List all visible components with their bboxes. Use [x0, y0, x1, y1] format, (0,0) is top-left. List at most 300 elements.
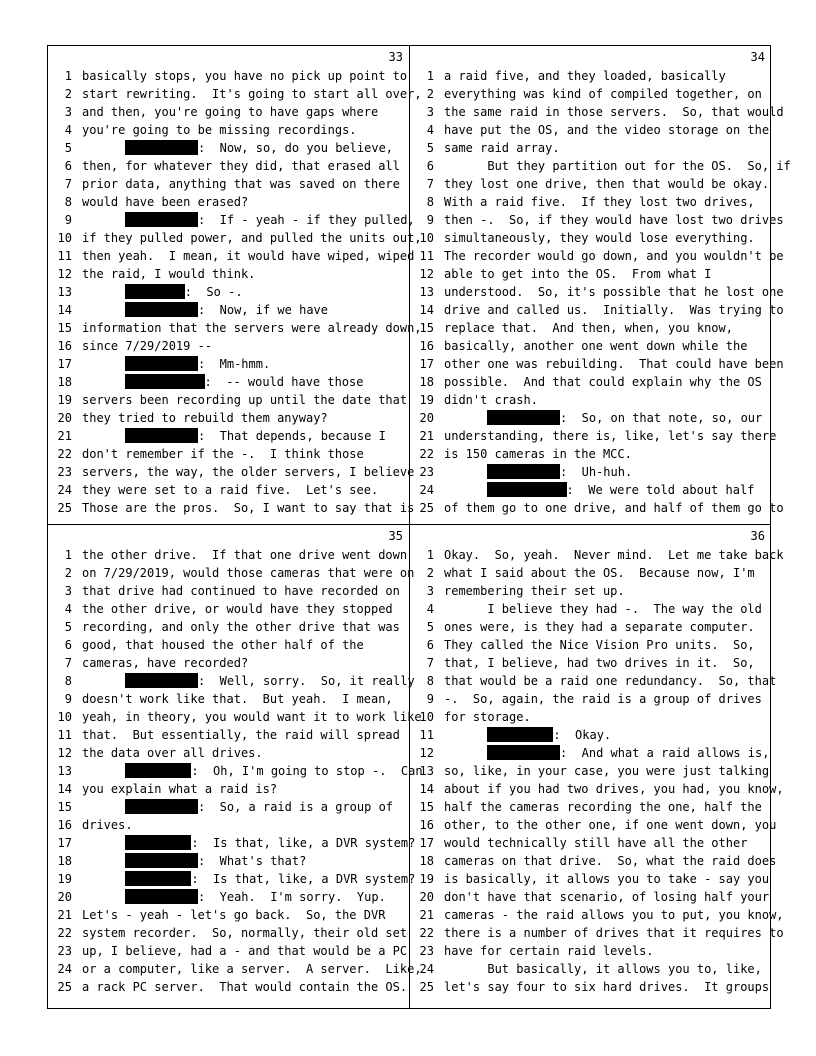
line-text	[444, 870, 769, 888]
line-text	[82, 888, 386, 906]
line-text	[444, 427, 776, 445]
line-content: cameras, have recorded?	[82, 656, 249, 670]
redaction-box	[487, 464, 560, 479]
line-content: understood. So, it's possible that he lost one	[444, 285, 784, 299]
transcript-line	[410, 427, 777, 445]
transcript-line	[410, 888, 771, 906]
redaction-box	[125, 302, 198, 317]
page-number: 33	[388, 50, 403, 64]
line-text	[82, 654, 248, 672]
line-text	[82, 139, 393, 157]
line-text	[82, 798, 393, 816]
line-content: Those are the pros. So, I want to say that is	[82, 501, 415, 515]
line-content: for storage.	[444, 710, 531, 724]
transcript-line	[410, 636, 771, 654]
line-content: up, I believe, had a - and that would be a PC	[82, 944, 408, 958]
redaction-box	[125, 835, 191, 850]
line-content: But basically, it allows you to, like,	[444, 962, 762, 976]
line-content: ones were, is they had a separate computer.	[444, 620, 755, 634]
redaction-box	[125, 374, 204, 389]
line-content: other, to the other one, if one went down, you	[444, 818, 777, 832]
line-text	[82, 600, 393, 618]
line-text	[82, 942, 407, 960]
line-text	[82, 870, 415, 888]
transcript-line	[410, 301, 784, 319]
line-content: that would be a raid one redundancy. So, that	[444, 674, 777, 688]
transcript-line	[410, 139, 771, 157]
line-number: 22	[419, 447, 434, 461]
line-text	[444, 211, 784, 229]
line-content: the same raid in those servers. So, that would	[444, 105, 784, 119]
transcript-line	[410, 924, 784, 942]
line-number: 14	[419, 782, 434, 796]
transcript-line	[48, 67, 409, 85]
line-content: so, like, in your case, you were just talking	[444, 764, 770, 778]
transcript-line	[48, 798, 409, 816]
line-text	[82, 211, 415, 229]
transcript-line	[410, 906, 784, 924]
line-content: good, that housed the other half of the	[82, 638, 364, 652]
line-number: 16	[57, 339, 72, 353]
transcript-line	[48, 924, 409, 942]
transcript-line	[410, 834, 771, 852]
redaction-box	[125, 673, 198, 688]
line-text	[82, 546, 407, 564]
line-content: : That depends, because I	[197, 429, 386, 443]
line-content: : Now, so, do you believe,	[197, 141, 394, 155]
transcript-line	[410, 744, 771, 762]
transcript-line	[48, 564, 415, 582]
transcript-line	[48, 960, 422, 978]
line-content: : Well, sorry. So, it really	[197, 674, 415, 688]
transcript-line	[410, 463, 771, 481]
redaction-box	[125, 284, 184, 299]
line-text	[444, 373, 762, 391]
transcript-line	[48, 978, 409, 996]
line-content: don't have that scenario, of losing half your	[444, 890, 770, 904]
page-number: 36	[750, 529, 765, 543]
transcript-line	[410, 708, 771, 726]
line-content: recording, and only the other drive that was	[82, 620, 400, 634]
line-indent	[82, 285, 125, 299]
transcript-line	[48, 780, 409, 798]
transcript-line	[48, 499, 415, 517]
line-number: 19	[419, 393, 434, 407]
line-indent	[82, 303, 125, 317]
transcript-line	[48, 481, 409, 499]
redaction-box	[125, 853, 198, 868]
line-content: : Mm-hmm.	[197, 357, 271, 371]
line-text	[444, 283, 784, 301]
line-content: of them go to one drive, and half of them go to	[444, 501, 784, 515]
line-number: 20	[419, 411, 434, 425]
line-number: 7	[64, 656, 72, 670]
transcript-line	[410, 103, 784, 121]
line-content: the raid, I would think.	[82, 267, 256, 281]
line-number: 25	[57, 980, 72, 994]
line-number: 3	[64, 105, 72, 119]
line-number: 7	[426, 177, 434, 191]
page-panel-35	[48, 525, 423, 1003]
line-number: 15	[57, 321, 72, 335]
line-indent	[444, 728, 487, 742]
transcript-line	[48, 726, 409, 744]
redaction-box	[487, 745, 560, 760]
transcript-line	[410, 85, 771, 103]
transcript-line	[48, 265, 409, 283]
redaction-box	[487, 482, 566, 497]
line-content: is 150 cameras in the MCC.	[444, 447, 632, 461]
line-number: 1	[64, 548, 72, 562]
line-content: remembering their set up.	[444, 584, 625, 598]
transcript-line	[48, 121, 409, 139]
line-number: 19	[57, 393, 72, 407]
line-number: 10	[57, 231, 72, 245]
line-number: 16	[419, 818, 434, 832]
line-number: 23	[419, 944, 434, 958]
transcript-line	[410, 672, 777, 690]
line-text	[444, 708, 531, 726]
line-number: 3	[426, 584, 434, 598]
line-content: : If - yeah - if they pulled,	[197, 213, 415, 227]
transcript-line	[410, 499, 784, 517]
line-text	[82, 708, 422, 726]
line-text	[444, 636, 755, 654]
line-content: -. So, again, the raid is a group of drives	[444, 692, 762, 706]
transcript-line	[410, 690, 771, 708]
line-text	[82, 636, 364, 654]
page-panel-34	[410, 46, 791, 524]
line-content: basically stops, you have no pick up point to	[82, 69, 408, 83]
line-text	[444, 229, 755, 247]
line-text	[444, 247, 784, 265]
line-text	[444, 355, 784, 373]
line-content: Let's - yeah - let's go back. So, the DVR	[82, 908, 386, 922]
line-content: would technically still have all the other	[444, 836, 748, 850]
line-text	[444, 924, 784, 942]
transcript-line	[48, 427, 409, 445]
line-number: 12	[419, 267, 434, 281]
transcript-line	[410, 582, 771, 600]
line-indent	[444, 483, 487, 497]
line-indent	[82, 854, 125, 868]
line-content: simultaneously, they would lose everything.	[444, 231, 755, 245]
line-number: 5	[64, 620, 72, 634]
line-text	[82, 337, 212, 355]
line-text	[444, 409, 762, 427]
line-content: and then, you're going to have gaps where	[82, 105, 379, 119]
line-number: 9	[426, 692, 434, 706]
line-number: 25	[419, 501, 434, 515]
line-number: 2	[64, 566, 72, 580]
transcript-line	[48, 211, 415, 229]
transcript-line	[410, 265, 771, 283]
line-number: 21	[419, 429, 434, 443]
transcript-line	[48, 852, 409, 870]
line-content: or a computer, like a server. A server. Like,	[82, 962, 422, 976]
transcript-line	[48, 762, 423, 780]
line-content: then -. So, if they would have lost two drives	[444, 213, 784, 227]
line-number: 17	[57, 836, 72, 850]
transcript-line	[48, 690, 409, 708]
line-content: that. But essentially, the raid will spread	[82, 728, 400, 742]
line-content: replace that. And then, when, you know,	[444, 321, 733, 335]
line-number: 14	[57, 303, 72, 317]
line-text	[444, 852, 776, 870]
transcript-line	[48, 193, 409, 211]
line-content: : What's that?	[197, 854, 307, 868]
transcript-line	[410, 852, 777, 870]
line-number: 13	[57, 285, 72, 299]
line-text	[82, 726, 400, 744]
line-content: I believe they had -. The way the old	[444, 602, 762, 616]
line-number: 23	[57, 465, 72, 479]
line-text	[444, 798, 762, 816]
line-number: 12	[419, 746, 434, 760]
line-number: 20	[57, 890, 72, 904]
line-content: information that the servers were already down,	[82, 321, 422, 335]
transcript-line	[410, 816, 777, 834]
transcript-line	[410, 870, 771, 888]
line-number: 23	[57, 944, 72, 958]
line-content: doesn't work like that. But yeah. I mean,	[82, 692, 393, 706]
transcript-line	[410, 121, 771, 139]
line-number: 1	[64, 69, 72, 83]
line-number: 8	[64, 674, 72, 688]
line-text	[82, 121, 357, 139]
line-indent	[82, 429, 125, 443]
transcript-line	[48, 85, 422, 103]
line-content: able to get into the OS. From what I	[444, 267, 712, 281]
line-number: 5	[64, 141, 72, 155]
line-content: basically, another one went down while the	[444, 339, 748, 353]
line-number: 3	[426, 105, 434, 119]
line-number: 18	[57, 375, 72, 389]
line-indent	[444, 465, 487, 479]
line-number: 19	[57, 872, 72, 886]
transcript-line	[48, 445, 409, 463]
line-number: 22	[419, 926, 434, 940]
line-number: 10	[57, 710, 72, 724]
line-number: 8	[426, 195, 434, 209]
line-indent	[82, 890, 125, 904]
transcript-line	[48, 355, 409, 373]
line-content: But they partition out for the OS. So, if	[444, 159, 791, 173]
transcript-lines	[410, 67, 791, 517]
line-text	[82, 247, 414, 265]
line-content: would have been erased?	[82, 195, 249, 209]
line-text	[444, 463, 632, 481]
transcript-line	[410, 193, 771, 211]
line-text	[444, 960, 762, 978]
transcript-line	[48, 636, 409, 654]
line-number: 25	[419, 980, 434, 994]
line-text	[82, 852, 306, 870]
transcript-line	[410, 319, 771, 337]
line-text	[444, 139, 560, 157]
line-content: the other drive, or would have they stopped	[82, 602, 393, 616]
transcript-line	[410, 355, 784, 373]
transcript-line	[48, 283, 409, 301]
line-content: same raid array.	[444, 141, 560, 155]
redaction-box	[487, 410, 560, 425]
line-number: 8	[64, 195, 72, 209]
line-number: 2	[426, 566, 434, 580]
line-content: possible. And that could explain why the OS	[444, 375, 762, 389]
line-text	[444, 67, 726, 85]
line-number: 1	[426, 548, 434, 562]
line-text	[444, 582, 625, 600]
line-content: a raid five, and they loaded, basically	[444, 69, 726, 83]
line-indent	[82, 836, 125, 850]
line-content: let's say four to six hard drives. It groups	[444, 980, 770, 994]
line-number: 22	[57, 926, 72, 940]
line-indent	[82, 674, 125, 688]
line-content: : Uh-huh.	[559, 465, 633, 479]
line-content: a rack PC server. That would contain the OS.	[82, 980, 408, 994]
line-number: 6	[64, 159, 72, 173]
transcript-line	[410, 978, 771, 996]
transcript-line	[48, 463, 415, 481]
line-indent	[444, 411, 487, 425]
transcript-line	[48, 600, 409, 618]
transcript-line	[48, 942, 409, 960]
line-content: cameras on that drive. So, what the raid does	[444, 854, 777, 868]
line-content: : Oh, I'm going to stop -. Can	[191, 764, 423, 778]
page-panel-33	[48, 46, 422, 524]
line-text	[444, 103, 784, 121]
line-content: they lost one drive, then that would be okay.	[444, 177, 770, 191]
transcript-lines	[48, 67, 422, 517]
transcript-line	[410, 726, 771, 744]
line-content: drive and called us. Initially. Was trying to	[444, 303, 784, 317]
line-text	[82, 67, 407, 85]
line-text	[444, 319, 733, 337]
line-number: 4	[426, 123, 434, 137]
line-text	[82, 960, 422, 978]
line-number: 13	[419, 764, 434, 778]
line-text	[82, 193, 248, 211]
transcript-line	[410, 481, 771, 499]
line-text	[82, 157, 400, 175]
line-text	[82, 85, 422, 103]
line-number: 4	[426, 602, 434, 616]
line-number: 21	[419, 908, 434, 922]
line-text	[444, 744, 769, 762]
line-content: they tried to rebuild them anyway?	[82, 411, 328, 425]
line-text	[82, 618, 400, 636]
line-text	[444, 157, 791, 175]
line-content: : -- would have those	[204, 375, 364, 389]
line-content: : Yeah. I'm sorry. Yup.	[197, 890, 386, 904]
line-number: 21	[57, 908, 72, 922]
line-text	[82, 391, 407, 409]
line-number: 8	[426, 674, 434, 688]
line-content: then yeah. I mean, it would have wiped, wiped	[82, 249, 415, 263]
line-text	[444, 690, 762, 708]
line-number: 7	[64, 177, 72, 191]
transcript-line	[410, 600, 771, 618]
line-text	[82, 319, 422, 337]
line-text	[82, 672, 415, 690]
line-text	[82, 582, 400, 600]
redaction-box	[487, 727, 553, 742]
transcript-line	[410, 211, 784, 229]
transcript-line	[410, 654, 771, 672]
line-indent	[444, 746, 487, 760]
line-number: 23	[419, 465, 434, 479]
line-content: about if you had two drives, you had, you know,	[444, 782, 784, 796]
line-content: didn't crash.	[444, 393, 538, 407]
line-content: They called the Nice Vision Pro units. So,	[444, 638, 755, 652]
line-number: 15	[419, 800, 434, 814]
transcript-line	[410, 391, 771, 409]
transcript-line	[48, 834, 416, 852]
line-text	[444, 337, 747, 355]
line-content: servers, the way, the older servers, I believe	[82, 465, 415, 479]
line-number: 24	[57, 483, 72, 497]
transcript-line	[48, 103, 409, 121]
line-number: 11	[419, 249, 434, 263]
line-content: half the cameras recording the one, half the	[444, 800, 762, 814]
line-number: 6	[64, 638, 72, 652]
transcript-line	[48, 870, 416, 888]
transcript-line	[410, 762, 771, 780]
redaction-box	[125, 763, 191, 778]
line-content: cameras - the raid allows you to put, you know,	[444, 908, 784, 922]
line-text	[82, 265, 255, 283]
line-text	[82, 690, 393, 708]
redaction-box	[125, 799, 198, 814]
line-number: 9	[64, 213, 72, 227]
transcript-line	[410, 229, 771, 247]
line-content: : Now, if we have	[197, 303, 328, 317]
line-content: : So, on that note, so, our	[559, 411, 763, 425]
line-number: 9	[426, 213, 434, 227]
page-panel-36	[410, 525, 784, 1003]
line-content: that, I believe, had two drives in it. So,	[444, 656, 755, 670]
line-number: 6	[426, 638, 434, 652]
line-number: 19	[419, 872, 434, 886]
line-content: prior data, anything that was saved on there	[82, 177, 400, 191]
line-content: they were set to a raid five. Let's see.	[82, 483, 379, 497]
line-number: 14	[419, 303, 434, 317]
line-content: understanding, there is, like, let's say there	[444, 429, 777, 443]
line-number: 2	[426, 87, 434, 101]
line-number: 11	[419, 728, 434, 742]
line-content: With a raid five. If they lost two drives,	[444, 195, 755, 209]
line-text	[444, 672, 776, 690]
line-text	[82, 175, 400, 193]
line-text	[444, 445, 632, 463]
line-number: 4	[64, 123, 72, 137]
line-number: 15	[57, 800, 72, 814]
line-content: the other drive. If that one drive went down	[82, 548, 408, 562]
transcript-line	[410, 283, 784, 301]
line-content: have put the OS, and the video storage on the	[444, 123, 770, 137]
transcript-line	[410, 157, 791, 175]
line-number: 24	[419, 483, 434, 497]
line-number: 18	[419, 854, 434, 868]
line-text	[444, 265, 711, 283]
line-number: 25	[57, 501, 72, 515]
line-number: 20	[57, 411, 72, 425]
line-text	[444, 600, 762, 618]
transcript-line	[48, 229, 422, 247]
line-text	[82, 564, 414, 582]
line-indent	[82, 872, 125, 886]
line-text	[82, 445, 364, 463]
